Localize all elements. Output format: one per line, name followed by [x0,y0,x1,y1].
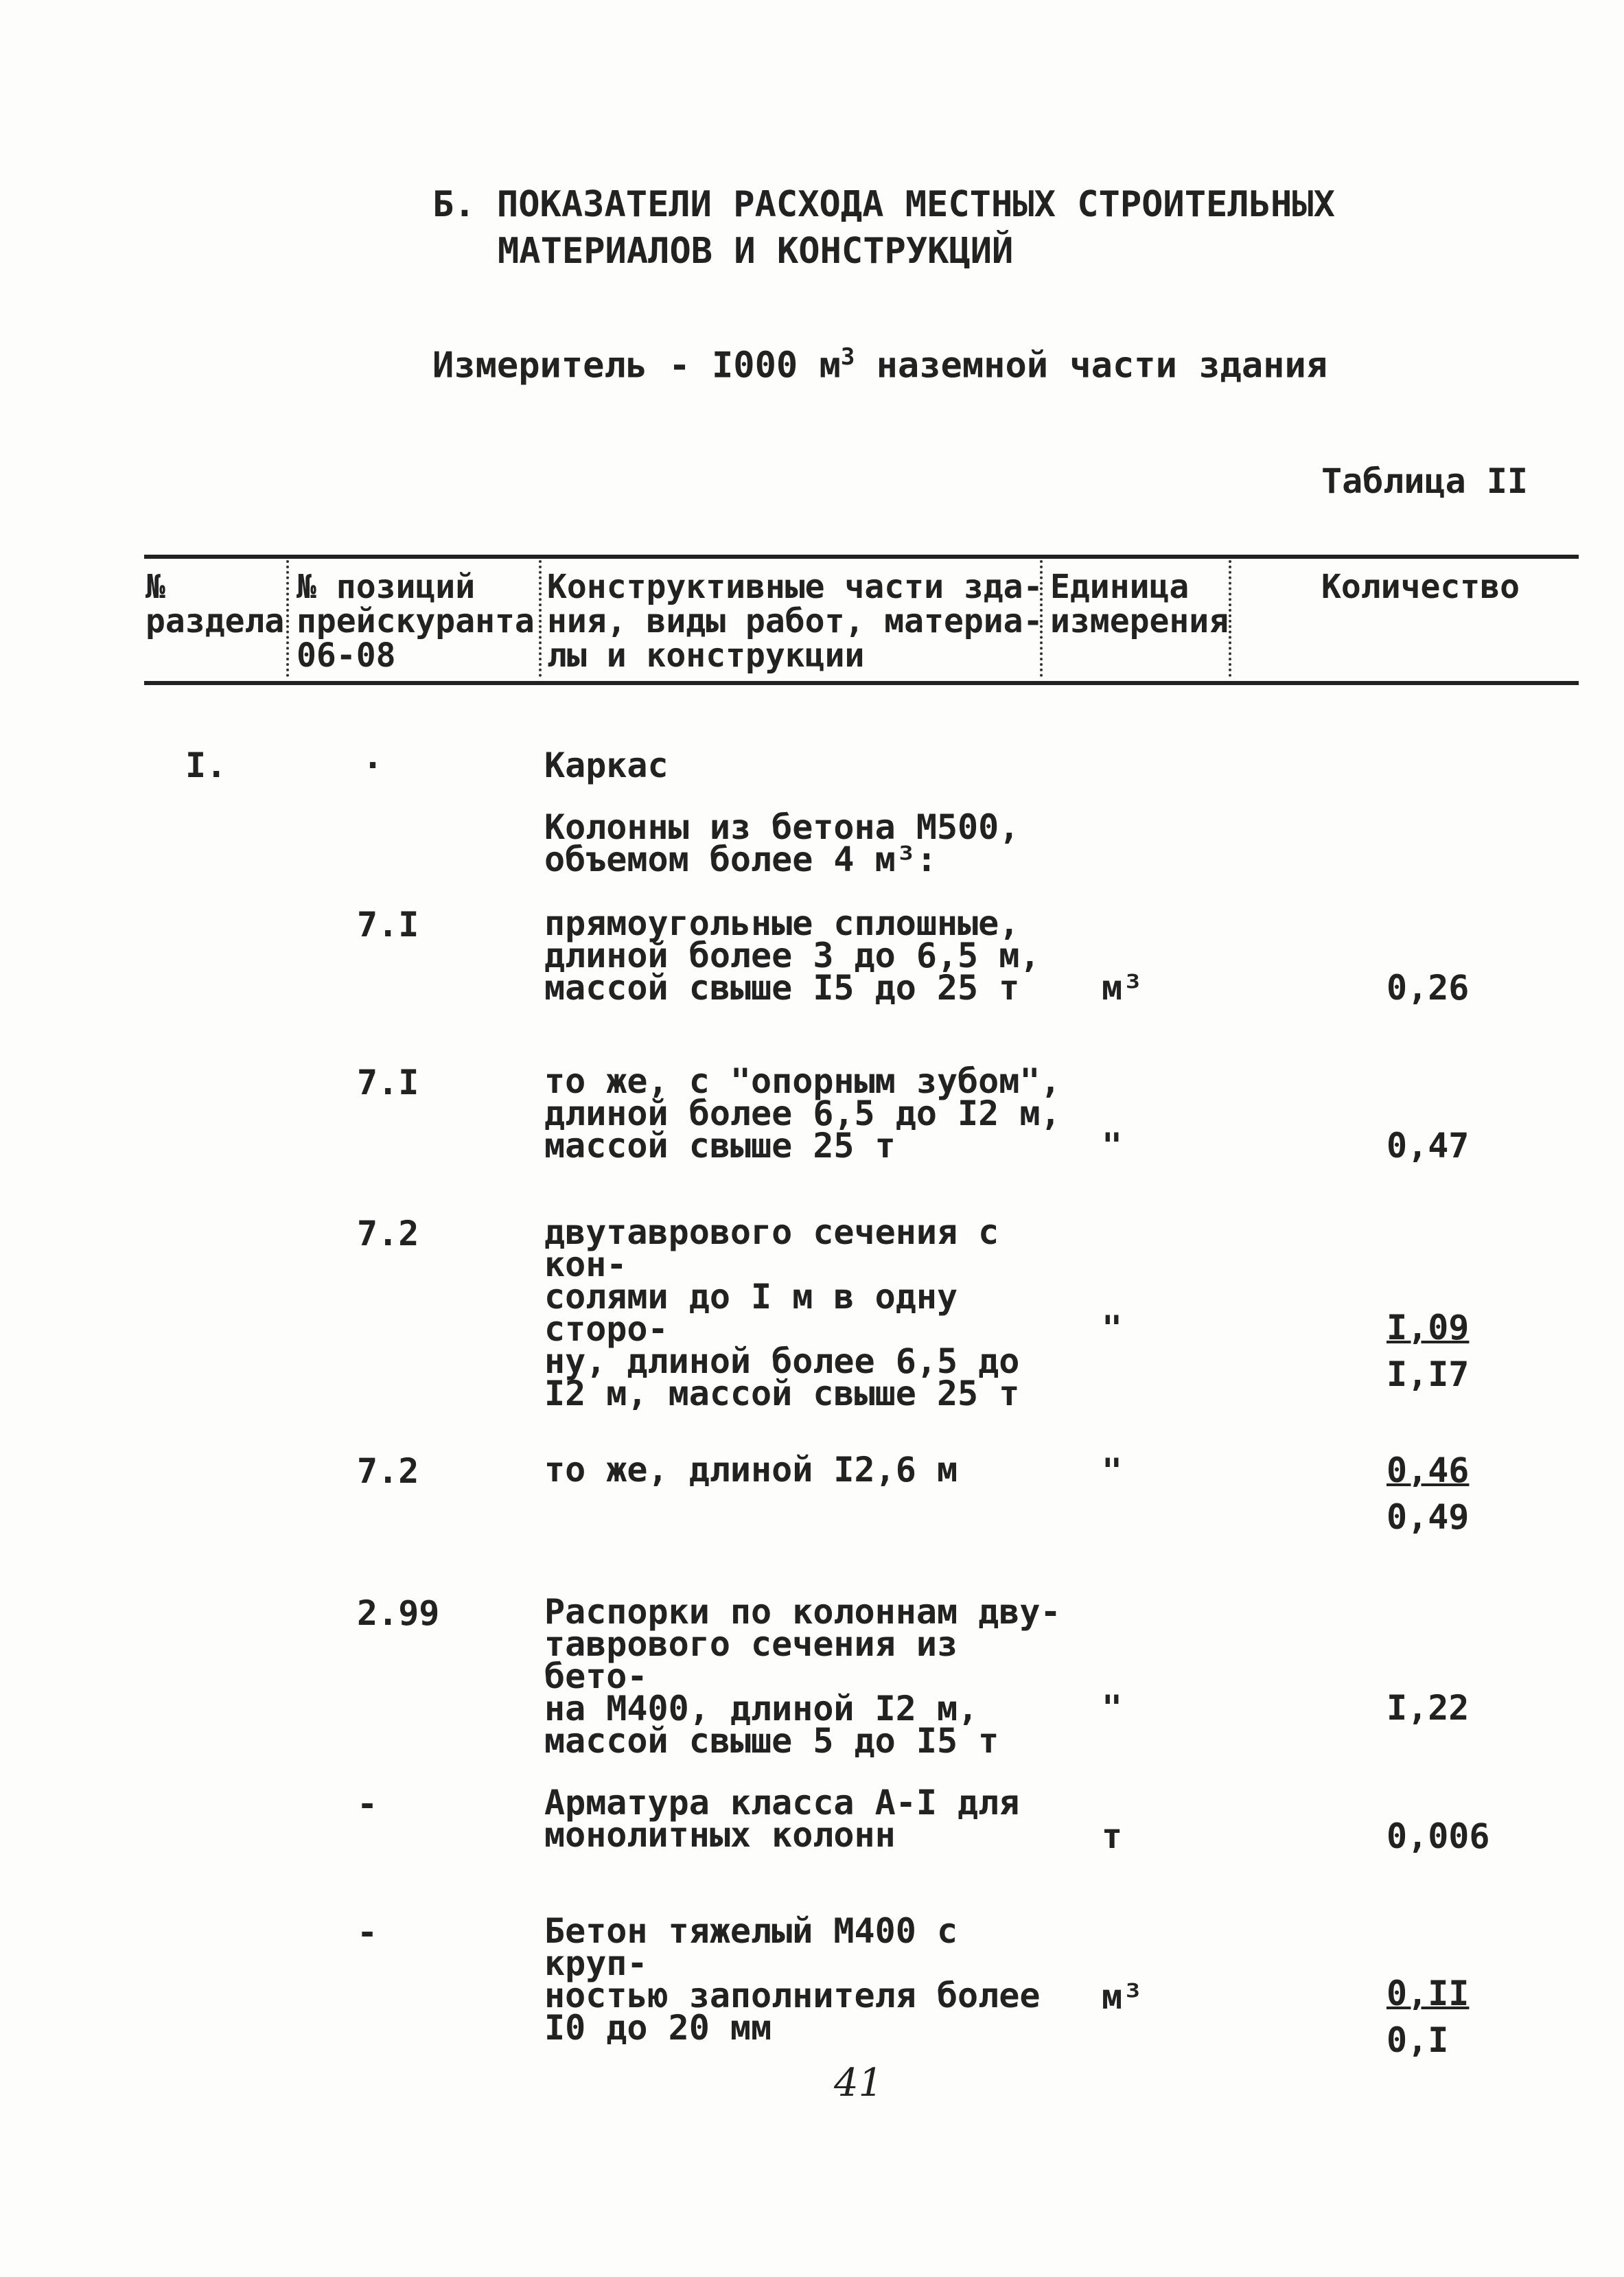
meter-superscript: 3 [840,343,855,371]
row-unit: м³ [1102,968,1144,1008]
row-description: Распорки по колоннам дву- таврового сечения из бето- на М400, длиной I2 м, массой свыше 5 до I5 т [544,1592,1061,1761]
quantity-denominator: I,I7 [1387,1354,1470,1394]
title-line-1: Б. ПОКАЗАТЕЛИ РАСХОДА МЕСТНЫХ СТРОИТЕЛЬНЫХ [432,184,1335,225]
row-description: прямоугольные сплошные, длиной более 3 до 6,5 м, массой свыше I5 до 25 т [544,903,1041,1008]
row-description: Арматура класса А-I для монолитных колонн [544,1783,1020,1855]
row-unit: " [1102,1308,1123,1348]
meter-suffix: наземной части здания [855,345,1328,386]
quantity-numerator: I,09 [1387,1308,1470,1348]
table-label: Таблица II [1321,461,1529,501]
row-quantity: 0,006 [1387,1816,1490,1856]
header-section-number: № раздела [146,568,285,640]
column-separator [1229,560,1233,677]
header-quantity: Количество [1321,568,1520,606]
row-unit: т [1102,1816,1123,1856]
page-number: 41 [834,2061,883,2105]
row-unit: " [1102,1688,1123,1728]
row-position: - [357,1912,378,1952]
row-quantity: I,22 [1387,1688,1470,1728]
row-position: - [357,1784,378,1824]
row-quantity-fraction [1387,1304,1469,1398]
quantity-denominator: 0,I [1387,2020,1449,2060]
row-description: то же, с "опорным зубом", длиной более 6,5 до I2 м, массой свыше 25 т [544,1061,1061,1166]
row-quantity: 0,26 [1387,968,1470,1008]
header-structural-parts: Конструктивные части зда- ния, виды работ, материа- лы и конструкции [547,568,1043,675]
row-description: Бетон тяжелый М400 с круп- ностью заполнителя более I0 до 20 мм [544,1911,1041,2048]
header-bottom-rule [144,681,1579,685]
row-quantity-fraction [1387,1447,1469,1540]
row-unit: " [1102,1126,1123,1166]
meter-prefix: Измеритель - I000 м [432,345,841,386]
row-quantity-fraction [1387,1970,1469,2064]
column-separator [286,560,291,677]
section-number: I. [185,745,227,785]
header-top-rule [144,555,1579,559]
row-unit: м³ [1102,1977,1144,2017]
header-price-positions: № позиций прейскуранта 06-08 [297,568,535,675]
row-description: двутаврового сечения с кон- солями до I м в одну сторо- ну, длиной более 6,5 до I2 м, массой свыше 25 т [544,1212,1020,1413]
quantity-numerator: 0,46 [1387,1450,1470,1490]
row-position: 7.I [357,905,419,945]
column-separator [539,560,544,677]
title-line-2: МАТЕРИАЛОВ И КОНСТРУКЦИЙ [498,231,1014,272]
row-unit: " [1102,1451,1123,1491]
row-position: 7.2 [357,1451,419,1491]
row-position: 7.2 [357,1214,419,1253]
row-quantity: 0,47 [1387,1126,1470,1166]
header-unit: Единица измерения [1050,568,1229,640]
row-description: то же, длиной I2,6 м [544,1450,958,1490]
row-position: 2.99 [357,1593,440,1633]
quantity-denominator: 0,49 [1387,1497,1470,1537]
meter-line [432,343,1327,386]
section-bullet: · [362,745,384,785]
row-position: 7.I [357,1063,419,1102]
group-title: Колонны из бетона М500, объемом более 4 м³: [544,807,1020,879]
quantity-numerator: 0,II [1387,1974,1470,2013]
section-title: Каркас [544,745,669,785]
